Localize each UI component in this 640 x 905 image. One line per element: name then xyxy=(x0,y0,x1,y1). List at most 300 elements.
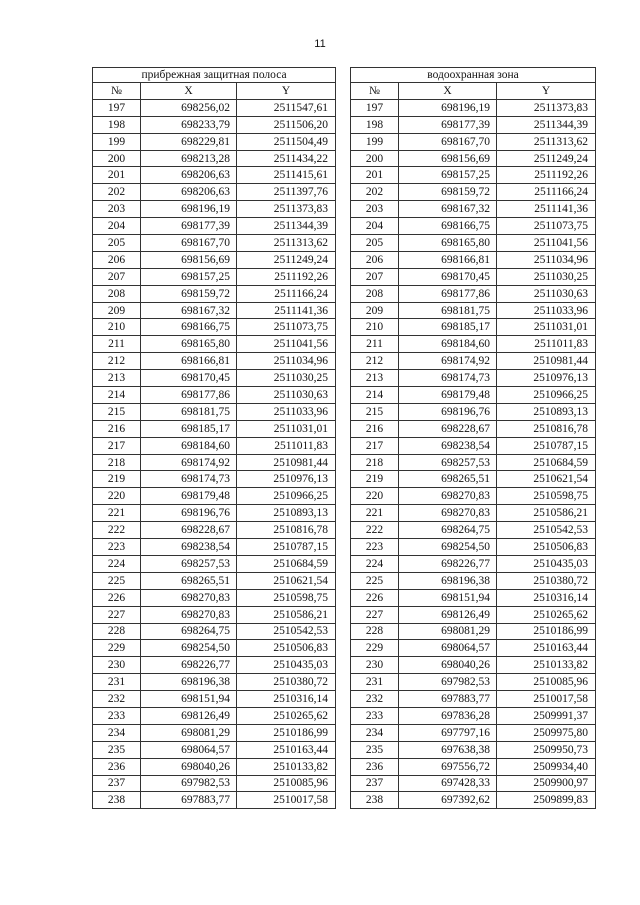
table-row xyxy=(351,285,596,302)
x-coordinate: 698081,29 xyxy=(141,724,237,741)
x-coordinate: 697982,53 xyxy=(399,674,497,691)
table-row xyxy=(93,285,336,302)
table-row xyxy=(93,792,336,809)
x-coordinate: 698166,75 xyxy=(141,319,237,336)
table-row xyxy=(93,437,336,454)
table-row xyxy=(351,572,596,589)
y-coordinate: 2511344,39 xyxy=(497,116,596,133)
point-number: 210 xyxy=(93,319,141,336)
point-number: 218 xyxy=(93,454,141,471)
point-number: 223 xyxy=(93,539,141,556)
table-row xyxy=(93,488,336,505)
x-coordinate: 698206,63 xyxy=(141,167,237,184)
table-row xyxy=(93,454,336,471)
point-number: 214 xyxy=(351,387,399,404)
y-coordinate: 2511344,39 xyxy=(237,218,336,235)
point-number: 232 xyxy=(93,691,141,708)
point-number: 217 xyxy=(351,437,399,454)
table-row xyxy=(93,522,336,539)
point-number: 215 xyxy=(351,403,399,420)
x-coordinate: 698226,77 xyxy=(141,657,237,674)
x-coordinate: 698081,29 xyxy=(399,623,497,640)
table-row xyxy=(351,707,596,724)
point-number: 215 xyxy=(93,403,141,420)
x-coordinate: 698238,54 xyxy=(399,437,497,454)
point-number: 219 xyxy=(351,471,399,488)
x-coordinate: 698174,73 xyxy=(399,370,497,387)
table-row xyxy=(351,167,596,184)
point-number: 231 xyxy=(351,674,399,691)
x-coordinate: 698166,81 xyxy=(141,353,237,370)
y-coordinate: 2510598,75 xyxy=(497,488,596,505)
table-row xyxy=(351,201,596,218)
point-number: 224 xyxy=(351,555,399,572)
point-number: 232 xyxy=(351,691,399,708)
table-row xyxy=(93,251,336,268)
point-number: 197 xyxy=(351,99,399,116)
y-coordinate: 2510787,15 xyxy=(497,437,596,454)
point-number: 226 xyxy=(93,589,141,606)
x-coordinate: 698270,83 xyxy=(141,589,237,606)
table-row xyxy=(351,454,596,471)
table-row xyxy=(351,606,596,623)
table-row xyxy=(351,370,596,387)
y-coordinate: 2510787,15 xyxy=(237,539,336,556)
x-coordinate: 698257,53 xyxy=(141,555,237,572)
table-row xyxy=(351,302,596,319)
column-header-y: Y xyxy=(497,83,596,100)
y-coordinate: 2511034,96 xyxy=(497,251,596,268)
table-row xyxy=(351,623,596,640)
y-coordinate: 2511166,24 xyxy=(497,184,596,201)
point-number: 208 xyxy=(93,285,141,302)
x-coordinate: 697428,33 xyxy=(399,775,497,792)
y-coordinate: 2511249,24 xyxy=(497,150,596,167)
x-coordinate: 698270,83 xyxy=(399,488,497,505)
point-number: 229 xyxy=(93,640,141,657)
table-row xyxy=(351,420,596,437)
x-coordinate: 697638,38 xyxy=(399,741,497,758)
y-coordinate: 2510542,53 xyxy=(237,623,336,640)
table-row xyxy=(351,657,596,674)
table-row xyxy=(93,370,336,387)
point-number: 221 xyxy=(93,505,141,522)
table-row xyxy=(93,758,336,775)
y-coordinate: 2509950,73 xyxy=(497,741,596,758)
point-number: 226 xyxy=(351,589,399,606)
x-coordinate: 698264,75 xyxy=(399,522,497,539)
x-coordinate: 698196,38 xyxy=(399,572,497,589)
x-coordinate: 698264,75 xyxy=(141,623,237,640)
point-number: 217 xyxy=(93,437,141,454)
point-number: 216 xyxy=(351,420,399,437)
point-number: 216 xyxy=(93,420,141,437)
point-number: 221 xyxy=(351,505,399,522)
point-number: 206 xyxy=(351,251,399,268)
table-row xyxy=(93,691,336,708)
y-coordinate: 2510598,75 xyxy=(237,589,336,606)
table-row xyxy=(93,471,336,488)
table-row xyxy=(351,116,596,133)
x-coordinate: 698177,86 xyxy=(141,387,237,404)
x-coordinate: 698157,25 xyxy=(399,167,497,184)
y-coordinate: 2511030,63 xyxy=(237,387,336,404)
point-number: 233 xyxy=(351,707,399,724)
x-coordinate: 698064,57 xyxy=(399,640,497,657)
x-coordinate: 698040,26 xyxy=(399,657,497,674)
y-coordinate: 2510893,13 xyxy=(497,403,596,420)
point-number: 228 xyxy=(351,623,399,640)
y-coordinate: 2510816,78 xyxy=(237,522,336,539)
point-number: 223 xyxy=(351,539,399,556)
x-coordinate: 698126,49 xyxy=(141,707,237,724)
y-coordinate: 2510542,53 xyxy=(497,522,596,539)
x-coordinate: 698167,70 xyxy=(399,133,497,150)
y-coordinate: 2511034,96 xyxy=(237,353,336,370)
coastal-protection-strip-table xyxy=(92,67,336,809)
point-number: 204 xyxy=(351,218,399,235)
table-row xyxy=(93,167,336,184)
x-coordinate: 698185,17 xyxy=(399,319,497,336)
table-row xyxy=(93,184,336,201)
column-header-x: X xyxy=(141,83,237,100)
y-coordinate: 2510133,82 xyxy=(237,758,336,775)
y-coordinate: 2510316,14 xyxy=(497,589,596,606)
y-coordinate: 2511434,22 xyxy=(237,150,336,167)
x-coordinate: 698151,94 xyxy=(141,691,237,708)
table-row xyxy=(351,99,596,116)
table-row xyxy=(93,623,336,640)
x-coordinate: 697883,77 xyxy=(399,691,497,708)
point-number: 209 xyxy=(93,302,141,319)
table-row xyxy=(93,235,336,252)
x-coordinate: 698151,94 xyxy=(399,589,497,606)
x-coordinate: 698179,48 xyxy=(399,387,497,404)
table-row xyxy=(351,741,596,758)
table-row xyxy=(93,99,336,116)
table-row xyxy=(351,471,596,488)
x-coordinate: 698174,73 xyxy=(141,471,237,488)
table-row xyxy=(351,505,596,522)
point-number: 200 xyxy=(351,150,399,167)
point-number: 205 xyxy=(351,235,399,252)
point-number: 200 xyxy=(93,150,141,167)
y-coordinate: 2511041,56 xyxy=(497,235,596,252)
y-coordinate: 2511249,24 xyxy=(237,251,336,268)
x-coordinate: 698185,17 xyxy=(141,420,237,437)
x-coordinate: 697392,62 xyxy=(399,792,497,809)
y-coordinate: 2510976,13 xyxy=(237,471,336,488)
x-coordinate: 698174,92 xyxy=(141,454,237,471)
y-coordinate: 2510586,21 xyxy=(237,606,336,623)
point-number: 220 xyxy=(93,488,141,505)
table-row xyxy=(93,606,336,623)
x-coordinate: 697556,72 xyxy=(399,758,497,775)
table-row xyxy=(351,235,596,252)
table-row xyxy=(351,387,596,404)
y-coordinate: 2510380,72 xyxy=(497,572,596,589)
y-coordinate: 2511011,83 xyxy=(497,336,596,353)
y-coordinate: 2511313,62 xyxy=(237,235,336,252)
table-row xyxy=(93,724,336,741)
y-coordinate: 2510435,03 xyxy=(497,555,596,572)
table-row xyxy=(93,657,336,674)
column-header-number: № xyxy=(93,83,141,100)
point-number: 209 xyxy=(351,302,399,319)
x-coordinate: 697797,16 xyxy=(399,724,497,741)
point-number: 230 xyxy=(351,657,399,674)
y-coordinate: 2511192,26 xyxy=(497,167,596,184)
point-number: 237 xyxy=(351,775,399,792)
point-number: 198 xyxy=(351,116,399,133)
table-row xyxy=(93,420,336,437)
table-row xyxy=(351,674,596,691)
table-row xyxy=(93,387,336,404)
y-coordinate: 2511373,83 xyxy=(237,201,336,218)
x-coordinate: 698181,75 xyxy=(399,302,497,319)
y-coordinate: 2510133,82 xyxy=(497,657,596,674)
table-row xyxy=(351,353,596,370)
y-coordinate: 2511073,75 xyxy=(497,218,596,235)
y-coordinate: 2510621,54 xyxy=(497,471,596,488)
table-row xyxy=(351,403,596,420)
table-row xyxy=(93,674,336,691)
y-coordinate: 2510976,13 xyxy=(497,370,596,387)
x-coordinate: 698196,76 xyxy=(399,403,497,420)
point-number: 225 xyxy=(351,572,399,589)
x-coordinate: 698265,51 xyxy=(399,471,497,488)
y-coordinate: 2510506,83 xyxy=(237,640,336,657)
x-coordinate: 698177,39 xyxy=(399,116,497,133)
table-row xyxy=(93,353,336,370)
y-coordinate: 2511073,75 xyxy=(237,319,336,336)
x-coordinate: 698265,51 xyxy=(141,572,237,589)
table-row xyxy=(93,218,336,235)
table-row xyxy=(351,150,596,167)
x-coordinate: 698040,26 xyxy=(141,758,237,775)
table-row xyxy=(93,336,336,353)
point-number: 210 xyxy=(351,319,399,336)
point-number: 219 xyxy=(93,471,141,488)
x-coordinate: 698270,83 xyxy=(399,505,497,522)
table-row xyxy=(351,437,596,454)
point-number: 229 xyxy=(351,640,399,657)
x-coordinate: 698196,19 xyxy=(399,99,497,116)
y-coordinate: 2511504,49 xyxy=(237,133,336,150)
point-number: 236 xyxy=(93,758,141,775)
x-coordinate: 698238,54 xyxy=(141,539,237,556)
point-number: 201 xyxy=(351,167,399,184)
y-coordinate: 2511031,01 xyxy=(237,420,336,437)
table-row xyxy=(351,539,596,556)
y-coordinate: 2509900,97 xyxy=(497,775,596,792)
table-row xyxy=(351,522,596,539)
x-coordinate: 698177,39 xyxy=(141,218,237,235)
table-row xyxy=(351,775,596,792)
y-coordinate: 2510085,96 xyxy=(497,674,596,691)
x-coordinate: 698170,45 xyxy=(399,268,497,285)
table-row xyxy=(351,336,596,353)
y-coordinate: 2510966,25 xyxy=(497,387,596,404)
point-number: 207 xyxy=(351,268,399,285)
y-coordinate: 2511031,01 xyxy=(497,319,596,336)
column-header-x: X xyxy=(399,83,497,100)
y-coordinate: 2510085,96 xyxy=(237,775,336,792)
table-row xyxy=(351,640,596,657)
point-number: 201 xyxy=(93,167,141,184)
x-coordinate: 698257,53 xyxy=(399,454,497,471)
x-coordinate: 698228,67 xyxy=(141,522,237,539)
point-number: 206 xyxy=(93,251,141,268)
x-coordinate: 698174,92 xyxy=(399,353,497,370)
y-coordinate: 2510265,62 xyxy=(497,606,596,623)
y-coordinate: 2510684,59 xyxy=(497,454,596,471)
point-number: 211 xyxy=(351,336,399,353)
table-row xyxy=(93,302,336,319)
y-coordinate: 2511033,96 xyxy=(237,403,336,420)
x-coordinate: 698064,57 xyxy=(141,741,237,758)
y-coordinate: 2511397,76 xyxy=(237,184,336,201)
x-coordinate: 698156,69 xyxy=(141,251,237,268)
y-coordinate: 2510435,03 xyxy=(237,657,336,674)
x-coordinate: 697982,53 xyxy=(141,775,237,792)
table-row xyxy=(351,691,596,708)
point-number: 230 xyxy=(93,657,141,674)
column-header-number: № xyxy=(351,83,399,100)
y-coordinate: 2511506,20 xyxy=(237,116,336,133)
x-coordinate: 698165,80 xyxy=(399,235,497,252)
point-number: 207 xyxy=(93,268,141,285)
table-row xyxy=(93,572,336,589)
x-coordinate: 698254,50 xyxy=(141,640,237,657)
x-coordinate: 698167,32 xyxy=(399,201,497,218)
point-number: 220 xyxy=(351,488,399,505)
table-row xyxy=(93,201,336,218)
y-coordinate: 2510163,44 xyxy=(237,741,336,758)
point-number: 205 xyxy=(93,235,141,252)
column-header-y: Y xyxy=(237,83,336,100)
point-number: 198 xyxy=(93,116,141,133)
table-row xyxy=(351,133,596,150)
y-coordinate: 2510586,21 xyxy=(497,505,596,522)
point-number: 212 xyxy=(93,353,141,370)
point-number: 212 xyxy=(351,353,399,370)
y-coordinate: 2511030,25 xyxy=(497,268,596,285)
point-number: 231 xyxy=(93,674,141,691)
point-number: 236 xyxy=(351,758,399,775)
y-coordinate: 2509991,37 xyxy=(497,707,596,724)
table-row xyxy=(93,150,336,167)
x-coordinate: 698166,75 xyxy=(399,218,497,235)
point-number: 227 xyxy=(351,606,399,623)
table-row xyxy=(93,319,336,336)
point-number: 228 xyxy=(93,623,141,640)
x-coordinate: 698167,32 xyxy=(141,302,237,319)
point-number: 211 xyxy=(93,336,141,353)
table-row xyxy=(351,251,596,268)
x-coordinate: 698184,60 xyxy=(399,336,497,353)
x-coordinate: 697836,28 xyxy=(399,707,497,724)
point-number: 208 xyxy=(351,285,399,302)
y-coordinate: 2510380,72 xyxy=(237,674,336,691)
table-row xyxy=(93,707,336,724)
x-coordinate: 698229,81 xyxy=(141,133,237,150)
x-coordinate: 698170,45 xyxy=(141,370,237,387)
y-coordinate: 2511373,83 xyxy=(497,99,596,116)
y-coordinate: 2510506,83 xyxy=(497,539,596,556)
point-number: 235 xyxy=(93,741,141,758)
y-coordinate: 2511030,25 xyxy=(237,370,336,387)
x-coordinate: 698181,75 xyxy=(141,403,237,420)
y-coordinate: 2511141,36 xyxy=(497,201,596,218)
y-coordinate: 2510316,14 xyxy=(237,691,336,708)
y-coordinate: 2510893,13 xyxy=(237,505,336,522)
y-coordinate: 2511141,36 xyxy=(237,302,336,319)
point-number: 227 xyxy=(93,606,141,623)
point-number: 214 xyxy=(93,387,141,404)
x-coordinate: 698196,19 xyxy=(141,201,237,218)
x-coordinate: 697883,77 xyxy=(141,792,237,809)
y-coordinate: 2510966,25 xyxy=(237,488,336,505)
water-protection-zone-table xyxy=(350,67,596,809)
y-coordinate: 2509975,80 xyxy=(497,724,596,741)
y-coordinate: 2511547,61 xyxy=(237,99,336,116)
page-number: 11 xyxy=(314,38,326,50)
point-number: 233 xyxy=(93,707,141,724)
point-number: 224 xyxy=(93,555,141,572)
x-coordinate: 698159,72 xyxy=(141,285,237,302)
y-coordinate: 2510017,58 xyxy=(237,792,336,809)
x-coordinate: 698179,48 xyxy=(141,488,237,505)
point-number: 203 xyxy=(351,201,399,218)
table-row xyxy=(93,555,336,572)
y-coordinate: 2511313,62 xyxy=(497,133,596,150)
y-coordinate: 2511166,24 xyxy=(237,285,336,302)
y-coordinate: 2510186,99 xyxy=(497,623,596,640)
y-coordinate: 2510684,59 xyxy=(237,555,336,572)
table-row xyxy=(351,268,596,285)
point-number: 238 xyxy=(351,792,399,809)
x-coordinate: 698256,02 xyxy=(141,99,237,116)
point-number: 204 xyxy=(93,218,141,235)
point-number: 213 xyxy=(351,370,399,387)
x-coordinate: 698167,70 xyxy=(141,235,237,252)
x-coordinate: 698196,38 xyxy=(141,674,237,691)
table-row xyxy=(351,724,596,741)
y-coordinate: 2511415,61 xyxy=(237,167,336,184)
y-coordinate: 2511041,56 xyxy=(237,336,336,353)
table-row xyxy=(93,116,336,133)
point-number: 218 xyxy=(351,454,399,471)
point-number: 222 xyxy=(93,522,141,539)
x-coordinate: 698159,72 xyxy=(399,184,497,201)
point-number: 234 xyxy=(351,724,399,741)
table-row xyxy=(93,539,336,556)
point-number: 202 xyxy=(351,184,399,201)
y-coordinate: 2509899,83 xyxy=(497,792,596,809)
table-title: водоохранная зона xyxy=(351,68,596,83)
table-row xyxy=(93,505,336,522)
table-row xyxy=(351,488,596,505)
point-number: 202 xyxy=(93,184,141,201)
x-coordinate: 698165,80 xyxy=(141,336,237,353)
point-number: 235 xyxy=(351,741,399,758)
y-coordinate: 2511033,96 xyxy=(497,302,596,319)
point-number: 197 xyxy=(93,99,141,116)
point-number: 199 xyxy=(93,133,141,150)
x-coordinate: 698213,28 xyxy=(141,150,237,167)
table-row xyxy=(93,640,336,657)
